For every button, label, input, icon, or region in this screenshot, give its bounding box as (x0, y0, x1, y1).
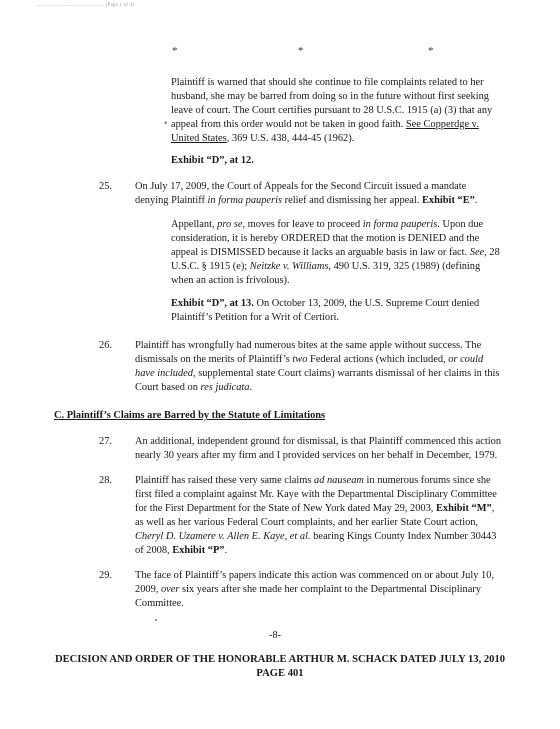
footer-line-1: DECISION AND ORDER OF THE HONORABLE ARTHUR M. SCHACK DATED JULY 13, 2010 (54, 654, 506, 665)
paragraph-number-29: 29. (99, 570, 112, 581)
section-heading: C. Plaintiff’s Claims are Barred by the Statute of Limitations (54, 410, 326, 421)
page-number: -8- (269, 630, 282, 641)
paragraph-number-28: 28. (99, 475, 112, 486)
citation-link: See Copperdge v. United States (171, 118, 479, 144)
exhibit-d-12: Exhibit “D”, at 12. (171, 155, 254, 166)
margin-mark-icon: • (164, 118, 168, 128)
block-quote-court-order: Appellant, pro se, moves for leave to proceed in forma pauperis. Upon due consideration, it is hereby ORDERED that the motion is DENIED and the appeal is DISMISSED because it lacks an arguable basis in law or fact. See, 28 U.S.C. § 1915 (e); Neitzke v. Williams, 490 U.S. 319, 325 (1989) (defining when an action is frivolous). (171, 219, 500, 286)
scan-speck-icon (155, 619, 157, 621)
footer-line-2: PAGE 401 (256, 667, 304, 679)
paragraph-25: On July 17, 2009, the Court of Appeals for the Second Circuit issued a mandate denying Plaintiff in forma pauperis relief and dismissing her appeal. Exhibit “E”. (135, 181, 478, 206)
ellipsis-star-1: * (172, 45, 178, 57)
paragraph-number-26: 26. (99, 340, 112, 351)
ellipsis-star-3: * (428, 45, 434, 57)
ellipsis-star-2: * (298, 45, 304, 57)
paragraph-29: The face of Plaintiff’s papers indicate this action was commenced on or about July 10, 2009, over six years after she made her complaint to the Departmental Disciplinary Committee. (135, 570, 495, 609)
block-quote-warning: Plaintiff is warned that should she continue to file complaints related to her husband, she may be barred from doing so in the future without first seeking leave of court. The Court certifies pursuant to 28 U.S.C. 1915 (a) (3) that any appeal from this order would not be taken in good faith. See Copperdge v. United States, 369 U.S. 438, 444-45 (1962). (171, 77, 493, 144)
scan-header-text: ............................................... (Page 1 of 4) (36, 3, 135, 8)
paragraph-28: Plaintiff has raised these very same claims ad nauseam in numerous forums since she first filed a complaint against Mr. Kaye with the Departmental Disciplinary Committee for the First Department for the State of New York dated May 29, 2003, Exhibit “M”, as well as her various Federal Court complaints, and her earlier State Court action, Cheryl D. Uzamere v. Allen E. Kaye, et al. bearing Kings County Index Number 30443 of 2008, Exhibit “P”. (135, 475, 497, 556)
exhibit-d-13-paragraph: Exhibit “D”, at 13. On October 13, 2009, the U.S. Supreme Court denied Plaintiff’s Petition for a Writ of Certiori. (171, 298, 480, 323)
footer-caption (0, 653, 560, 681)
paragraph-number-25: 25. (99, 181, 112, 192)
paragraph-number-27: 27. (99, 436, 112, 447)
paragraph-26: Plaintiff has wrongfully had numerous bites at the same apple without success. The dismissals on the merits of Plaintiff’s two Federal actions (which included, or could have included, supplemental state Court claims) warrants dismissal of her claims in this Court based on res judicata. (135, 340, 500, 393)
paragraph-27: An additional, independent ground for dismissal, is that Plaintiff commenced this action nearly 30 years after my firm and I provided services on her behalf in December, 1979. (135, 436, 502, 461)
